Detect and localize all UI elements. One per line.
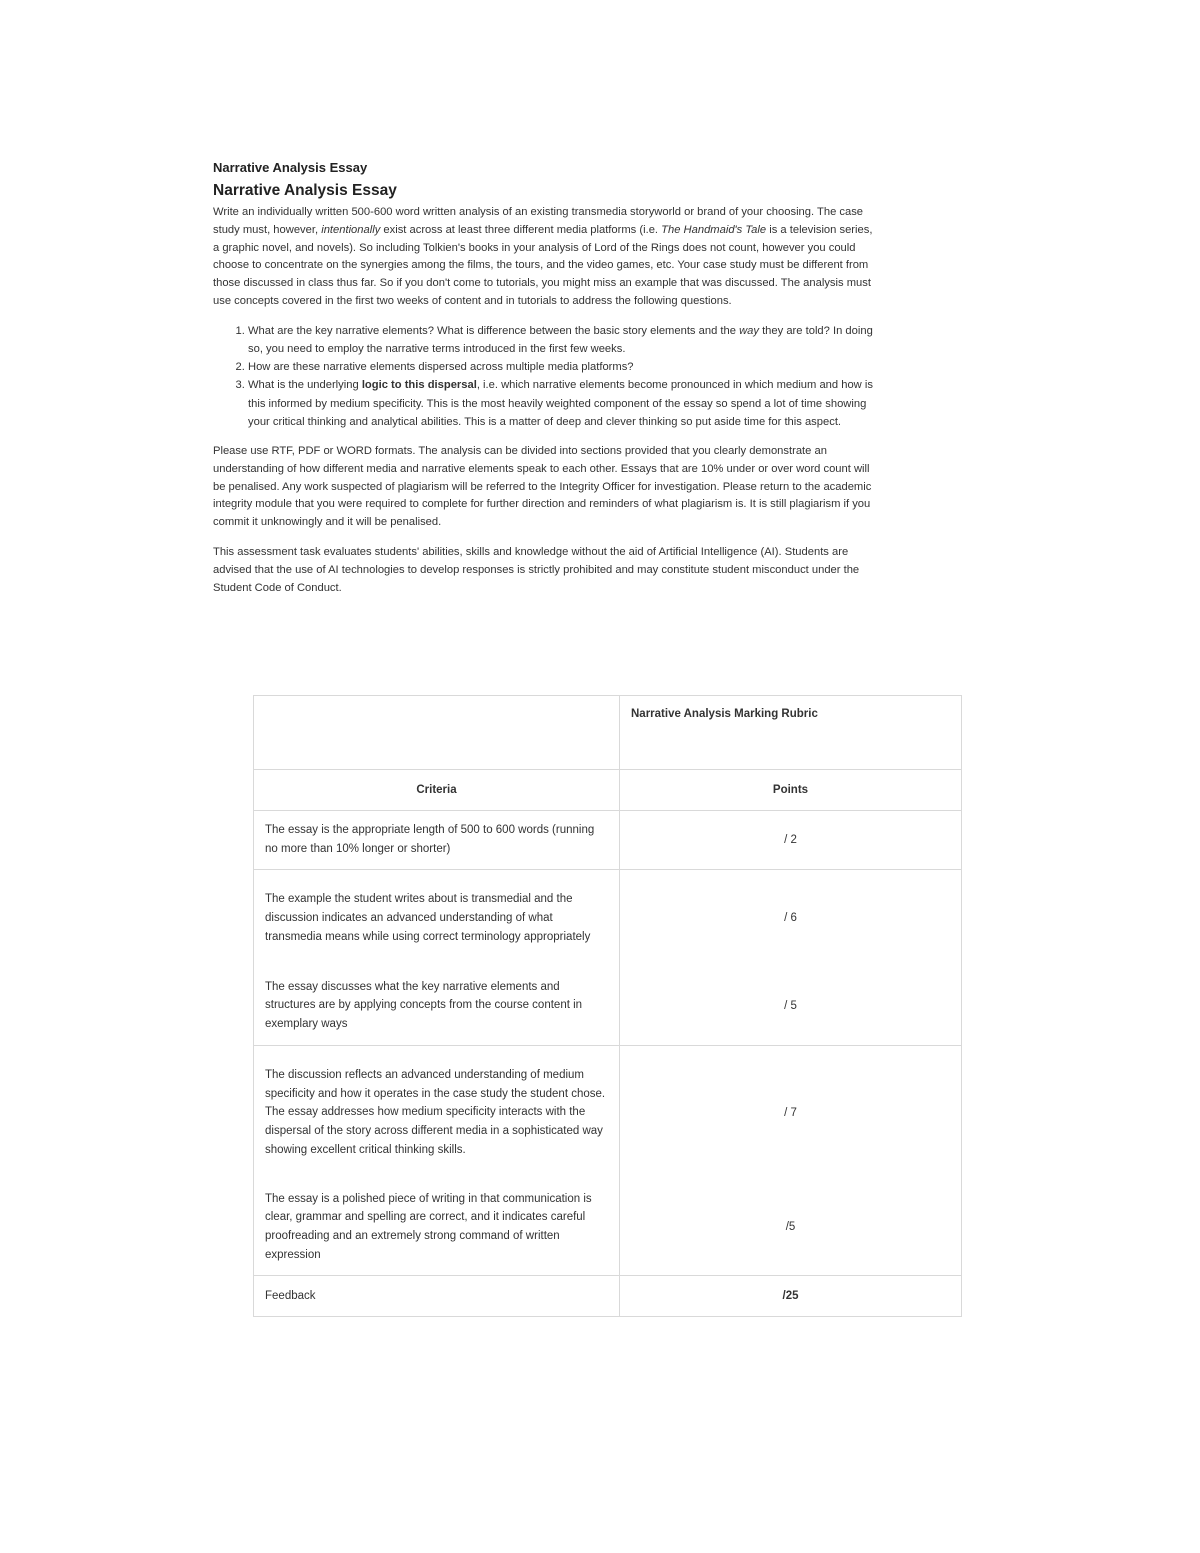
criteria-cell: The discussion reflects an advanced understanding of medium specificity and how it operates in the case study the student chose. The essay addresses how medium specificity interacts with the dispersal of the story across different media in a sophisticated way showing excellent critical thinking skills. xyxy=(254,1046,620,1180)
question-3-text-b: , i.e. which narrative elements become pronounced in which medium and how is this informed by medium specificity. This is the most heavily weighted component of the essay so spend a lot of time showing your critical thinking and analytical abilities. This is a matter of deep and clever thinking so put aside time for this aspect. xyxy=(248,379,873,428)
table-row xyxy=(254,1046,962,1180)
rubric-title: Narrative Analysis Marking Rubric xyxy=(620,696,962,770)
intro-text-2: exist across at least three different media platforms (i.e. xyxy=(380,223,662,236)
question-1-emphasis: way xyxy=(739,324,759,337)
criteria-cell: The essay is a polished piece of writing in that communication is clear, grammar and spelling are correct, and it indicates careful proofreading and an extremely strong command of written expression xyxy=(254,1180,620,1276)
rubric-header-row xyxy=(254,770,962,811)
rubric-empty-cell xyxy=(254,696,620,770)
table-row xyxy=(254,870,962,967)
intro-emphasis-2: The Handmaid's Tale xyxy=(661,223,767,236)
criteria-cell: The example the student writes about is transmedial and the discussion indicates an advanced understanding of what transmedia means while using correct terminology appropriately xyxy=(254,870,620,967)
points-cell: / 7 xyxy=(620,1046,962,1180)
format-paragraph: Please use RTF, PDF or WORD formats. The analysis can be divided into sections provided that you clearly demonstrate an understanding of how different media and narrative elements speak to each other. Essays that are 10% under or over word count will be penalised. Any work suspected of plagiarism will be referred to the Integrity Officer for investigation. Please return to the academic integrity module that you were required to complete for further direction and reminders of what plagiarism is. It is still plagiarism if you commit it unknowingly and it will be penalised. xyxy=(213,445,872,529)
criteria-cell: The essay is the appropriate length of 500 to 600 words (running no more than 10% longer or shorter) xyxy=(254,811,620,870)
points-column-header: Points xyxy=(620,770,962,811)
points-cell: / 6 xyxy=(620,870,962,967)
page-title: Narrative Analysis Essay xyxy=(213,182,397,199)
question-1-text-b: they are told? In doing so, you need to employ the narrative terms introduced in the first few weeks. xyxy=(248,324,873,355)
criteria-column-header: Criteria xyxy=(254,770,620,811)
total-points: /25 xyxy=(620,1276,962,1317)
ai-policy-paragraph: This assessment task evaluates students' abilities, skills and knowledge without the aid of Artificial Intelligence (AI). Students are advised that the use of AI technologies to develop responses is strictly prohibited and may constitute student misconduct under the Student Code of Conduct. xyxy=(213,545,860,594)
criteria-cell: The essay discusses what the key narrative elements and structures are by applying concepts from the course content in exemplary ways xyxy=(254,967,620,1046)
intro-text-1: Write an individually written 500-600 word written analysis of an existing transmedia storyworld or brand of your choosing. The case study must, however, xyxy=(213,206,864,236)
points-cell: / 2 xyxy=(620,811,962,870)
intro-emphasis-1: intentionally xyxy=(321,223,381,236)
feedback-row xyxy=(254,1276,962,1317)
intro-paragraph xyxy=(213,204,881,311)
points-cell: /5 xyxy=(620,1180,962,1276)
question-2: 2. How are these narrative elements dispersed across multiple media platforms? xyxy=(248,358,881,376)
question-3-text-a: What is the underlying xyxy=(248,379,362,392)
question-1 xyxy=(248,322,881,358)
table-row xyxy=(254,967,962,1046)
intro-text-3: is a television series, a graphic novel, and novels). So including Tolkien's books in your analysis of Lord of the Rings does not count, however you could choose to concentrate on the synergies among the films, the tours, and the video games, etc. Your case study must be different from those discussed in class thus far. So if you don't come to tutorials, you might miss an example that was discussed. The analysis must use concepts covered in the first two weeks of content and in tutorials to address the following questions. xyxy=(213,223,873,307)
rubric-title-row xyxy=(254,696,962,770)
question-1-text-a: What are the key narrative elements? What is difference between the basic story elements and the xyxy=(248,324,740,337)
marking-rubric-table xyxy=(253,695,962,1317)
question-3-emphasis: logic to this dispersal xyxy=(361,379,477,392)
question-list xyxy=(213,322,881,431)
points-cell: / 5 xyxy=(620,967,962,1046)
feedback-label: Feedback xyxy=(254,1276,620,1317)
question-3 xyxy=(248,376,881,431)
table-row xyxy=(254,811,962,870)
assignment-brief xyxy=(213,158,881,597)
document-header: Narrative Analysis Essay xyxy=(213,160,368,175)
table-row xyxy=(254,1180,962,1276)
